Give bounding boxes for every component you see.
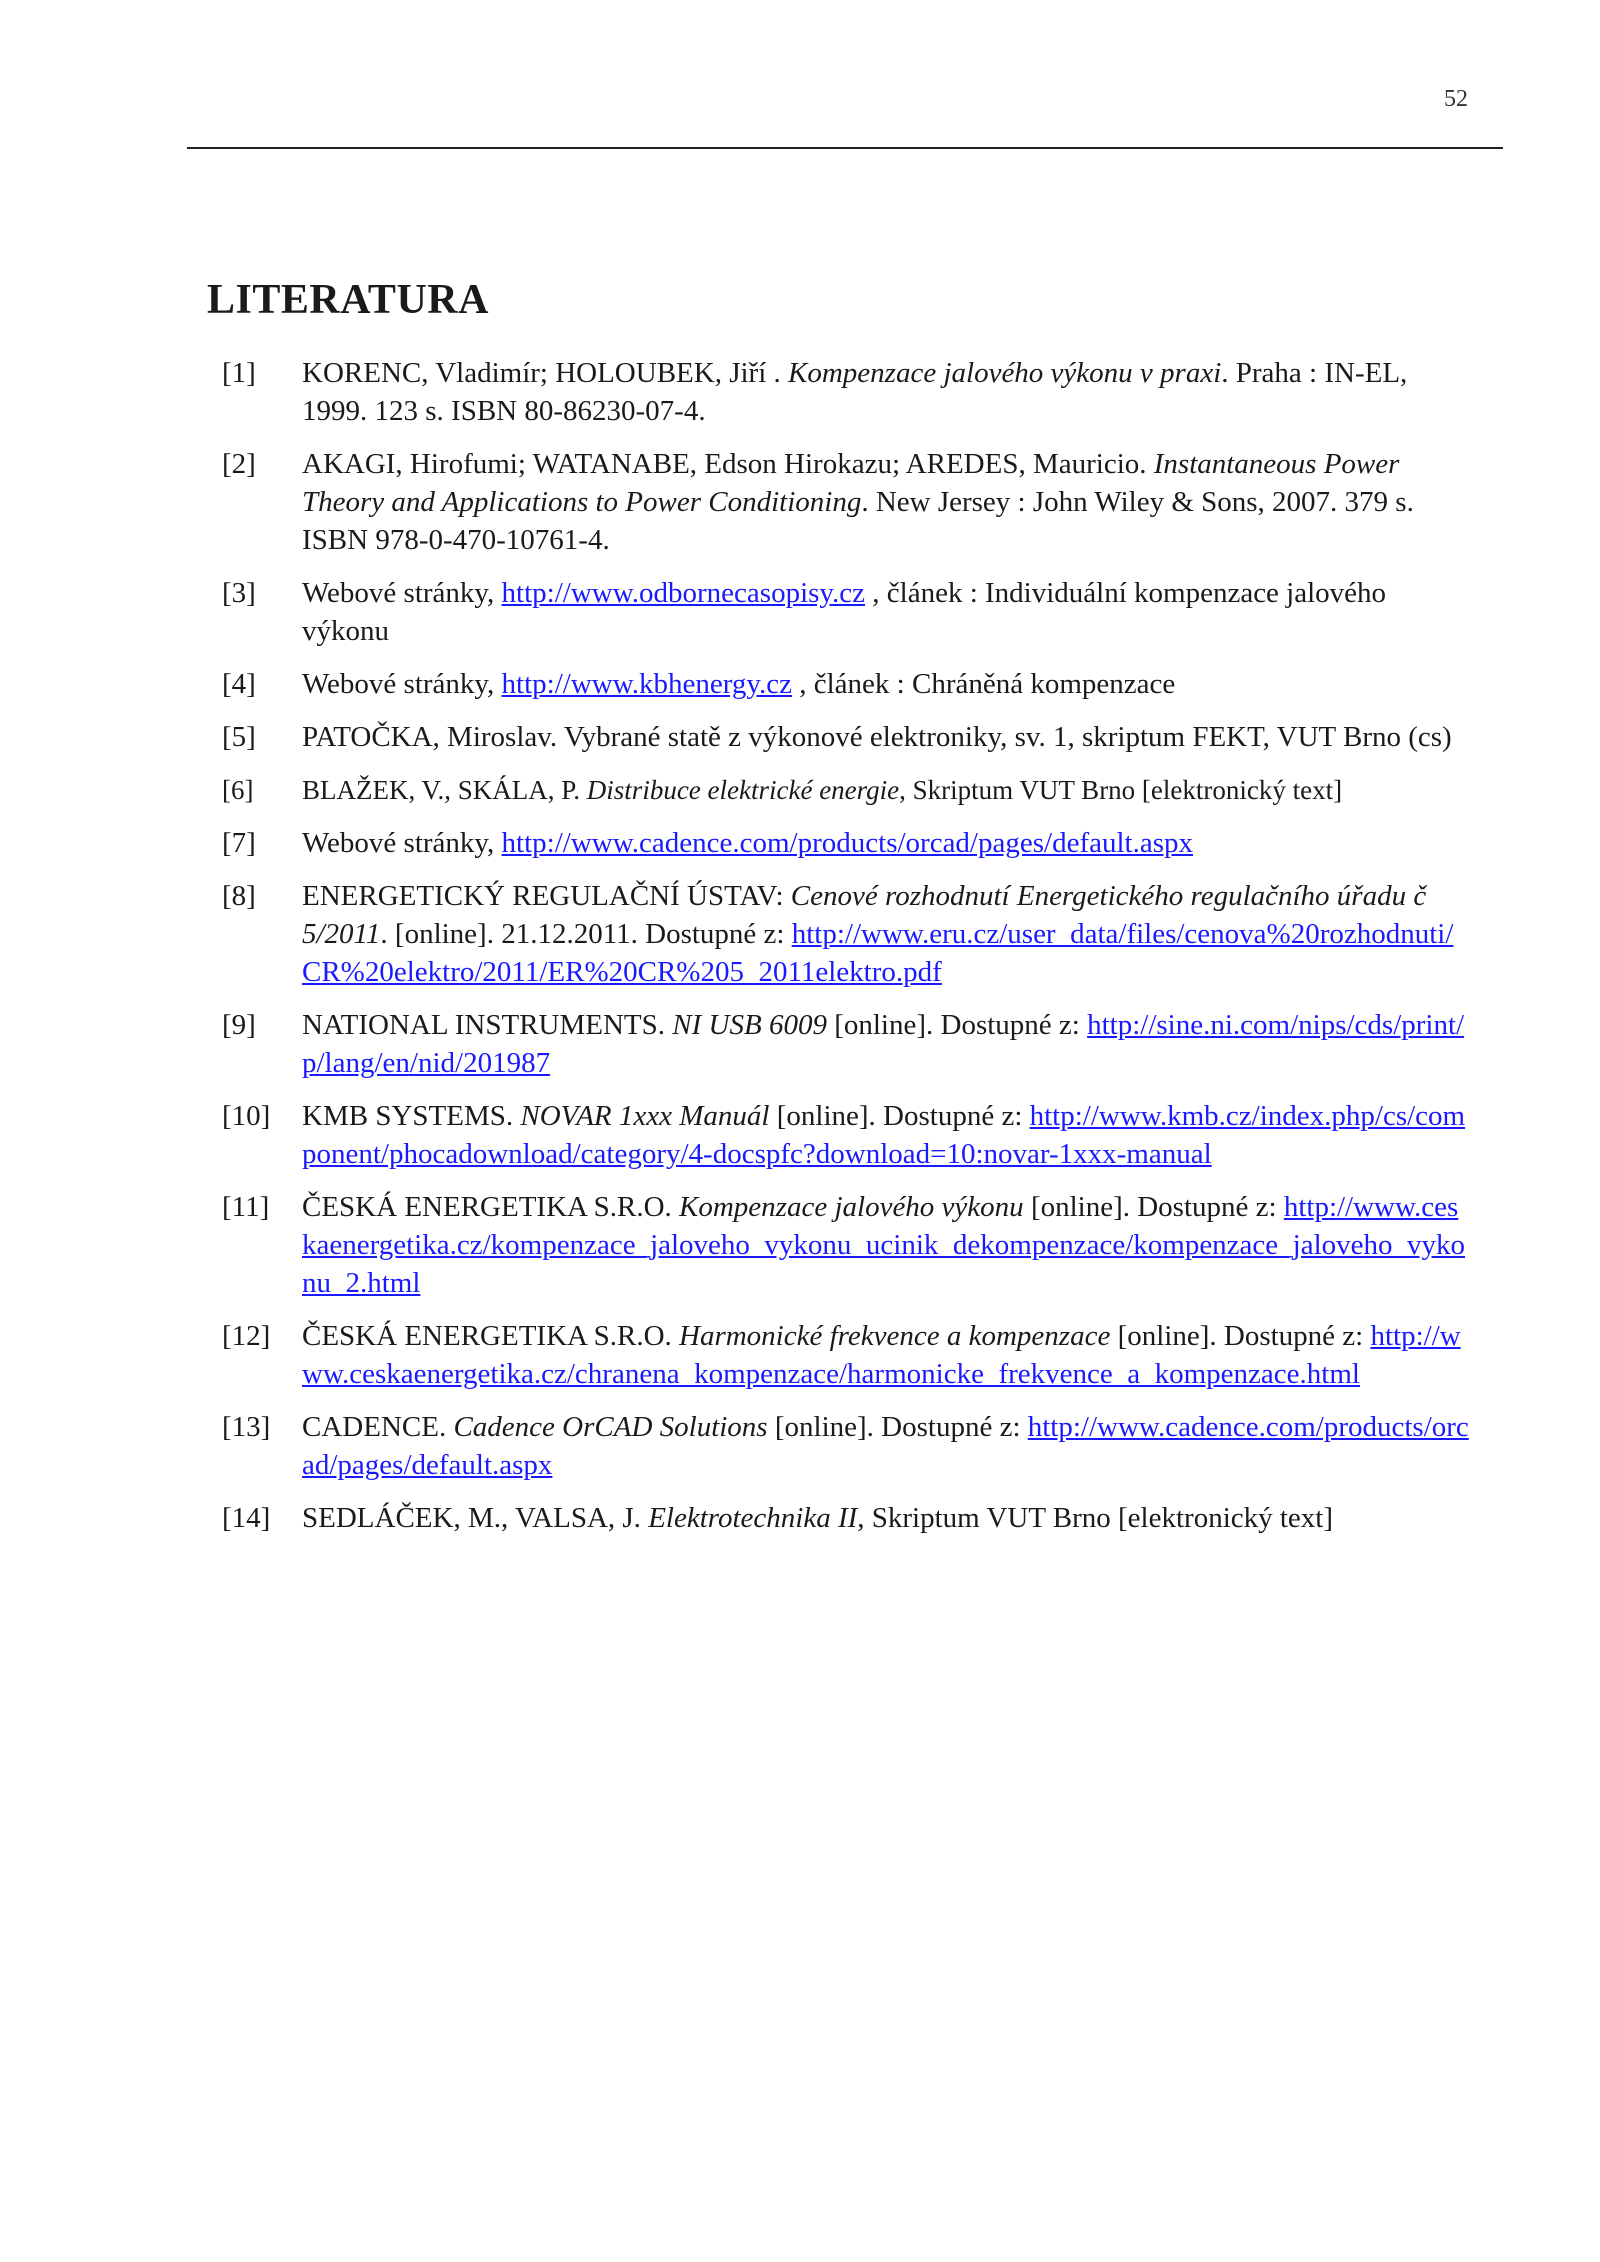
reference-number: [6] xyxy=(222,775,254,805)
reference-link[interactable]: http://www.kbhenergy.cz xyxy=(501,668,792,700)
reference-authors: BLAŽEK, V., SKÁLA, P. xyxy=(302,775,587,805)
reference-text xyxy=(302,1499,1472,1537)
reference-title: NOVAR 1xxx Manuál xyxy=(520,1100,770,1132)
reference-item xyxy=(222,1317,1472,1393)
reference-number: [13] xyxy=(222,1411,271,1443)
reference-title: Instantaneous Power Theory and Applications to Power Conditioning xyxy=(302,448,1400,518)
reference-details: [online]. Dostupné z: xyxy=(769,1100,1030,1132)
reference-title: Harmonické frekvence a kompenzace xyxy=(679,1320,1111,1352)
reference-item xyxy=(222,877,1472,991)
reference-item xyxy=(222,1188,1472,1302)
reference-number: [4] xyxy=(222,668,256,700)
reference-details: [online]. Dostupné z: xyxy=(767,1411,1028,1443)
reference-number: [5] xyxy=(222,721,256,753)
reference-text xyxy=(302,1006,1472,1082)
reference-authors: ČESKÁ ENERGETIKA S.R.O. xyxy=(302,1320,680,1352)
reference-note: , článek : Individuální kompenzace jalového výkonu xyxy=(302,577,1387,647)
reference-item xyxy=(222,665,1472,703)
reference-text xyxy=(302,665,1472,703)
header-divider xyxy=(187,147,1503,149)
reference-link[interactable]: http://www.odbornecasopisy.cz xyxy=(501,577,866,609)
reference-authors: KORENC, Vladimír; HOLOUBEK, Jiří . xyxy=(302,357,789,389)
reference-item xyxy=(222,771,1472,809)
reference-authors: Webové stránky, xyxy=(302,827,502,859)
reference-item xyxy=(222,1408,1472,1484)
reference-details: [online]. Dostupné z: xyxy=(1110,1320,1371,1352)
reference-list xyxy=(222,354,1472,1552)
reference-number: [1] xyxy=(222,357,256,389)
reference-text xyxy=(302,445,1472,559)
reference-text xyxy=(302,1317,1472,1393)
reference-details: [online]. Dostupné z: xyxy=(826,1009,1088,1041)
reference-authors: Webové stránky, xyxy=(302,668,502,700)
reference-authors: ČESKÁ ENERGETIKA S.R.O. xyxy=(302,1191,680,1223)
reference-link[interactable]: http://www.eru.cz/user_data/files/cenova%20rozhodnuti/CR%20elektro/2011/ER%20CR%205_2011elektro.pdf xyxy=(302,918,1454,988)
reference-item xyxy=(222,1006,1472,1082)
reference-authors: SEDLÁČEK, M., VALSA, J. xyxy=(302,1502,649,1534)
reference-number: [10] xyxy=(222,1100,271,1132)
reference-text xyxy=(302,1188,1472,1302)
reference-text xyxy=(302,1408,1472,1484)
reference-item xyxy=(222,1097,1472,1173)
reference-link[interactable]: http://www.ceskaenergetika.cz/chranena_kompenzace/harmonicke_frekvence_a_kompenzace.html xyxy=(302,1320,1461,1390)
reference-number: [7] xyxy=(222,827,256,859)
reference-title: Cenové rozhodnutí Energetického regulačního úřadu č 5/2011 xyxy=(302,880,1427,950)
section-heading: LITERATURA xyxy=(207,277,489,323)
reference-number: [11] xyxy=(222,1191,270,1223)
reference-number: [9] xyxy=(222,1009,256,1041)
reference-authors: Webové stránky, xyxy=(302,577,502,609)
reference-item xyxy=(222,718,1472,756)
reference-text xyxy=(302,354,1472,430)
reference-title: Kompenzace jalového výkonu xyxy=(679,1191,1024,1223)
reference-link[interactable]: http://www.cadence.com/products/orcad/pages/default.aspx xyxy=(302,1411,1469,1481)
reference-link[interactable]: http://sine.ni.com/nips/cds/print/p/lang/en/nid/201987 xyxy=(302,1009,1465,1079)
reference-authors: ENERGETICKÝ REGULAČNÍ ÚSTAV: xyxy=(302,880,791,912)
reference-authors: PATOČKA, Miroslav. Vybrané statě z výkonové elektroniky, sv. 1, skriptum FEKT, VUT Brno (cs) xyxy=(302,721,1452,753)
reference-text xyxy=(302,1097,1472,1173)
reference-text xyxy=(302,824,1472,862)
reference-text xyxy=(302,574,1472,650)
reference-item xyxy=(222,824,1472,862)
reference-title: Cadence OrCAD Solutions xyxy=(453,1411,768,1443)
reference-text xyxy=(302,718,1472,756)
reference-link[interactable]: http://www.kmb.cz/index.php/cs/component/phocadownload/category/4-docspfc?download=10:novar-1xxx-manual xyxy=(302,1100,1466,1170)
reference-title: Distribuce elektrické energie xyxy=(586,775,900,805)
reference-details: . Praha : IN-EL, 1999. 123 s. ISBN 80-86230-07-4. xyxy=(302,357,1408,427)
reference-details: , Skriptum VUT Brno [elektronický text] xyxy=(899,775,1343,805)
reference-details: , Skriptum VUT Brno [elektronický text] xyxy=(857,1502,1334,1534)
reference-text xyxy=(302,771,1472,809)
reference-note: , článek : Chráněná kompenzace xyxy=(792,668,1176,700)
reference-item xyxy=(222,445,1472,559)
reference-details: . [online]. 21.12.2011. Dostupné z: xyxy=(380,918,792,950)
reference-number: [2] xyxy=(222,448,256,480)
reference-number: [8] xyxy=(222,880,256,912)
reference-item xyxy=(222,1499,1472,1537)
reference-item xyxy=(222,354,1472,430)
reference-authors: KMB SYSTEMS. xyxy=(302,1100,521,1132)
page-number: 52 xyxy=(1444,86,1468,112)
reference-text xyxy=(302,877,1472,991)
reference-authors: AKAGI, Hirofumi; WATANABE, Edson Hirokazu; AREDES, Mauricio. xyxy=(302,448,1154,480)
reference-title: NI USB 6009 xyxy=(672,1009,827,1041)
reference-link[interactable]: http://www.ceskaenergetika.cz/kompenzace_jaloveho_vykonu_ucinik_dekompenzace/kompenzace_jaloveho_vykonu_2.html xyxy=(302,1191,1466,1299)
reference-title: Kompenzace jalového výkonu v praxi xyxy=(788,357,1222,389)
reference-link[interactable]: http://www.cadence.com/products/orcad/pages/default.aspx xyxy=(501,827,1193,859)
reference-authors: CADENCE. xyxy=(302,1411,454,1443)
reference-number: [12] xyxy=(222,1320,271,1352)
reference-number: [3] xyxy=(222,577,256,609)
reference-details: [online]. Dostupné z: xyxy=(1023,1191,1284,1223)
reference-item xyxy=(222,574,1472,650)
reference-details: . New Jersey : John Wiley & Sons, 2007. 379 s. ISBN 978-0-470-10761-4. xyxy=(302,486,1414,556)
reference-title: Elektrotechnika II xyxy=(648,1502,858,1534)
reference-authors: NATIONAL INSTRUMENTS. xyxy=(302,1009,673,1041)
reference-number: [14] xyxy=(222,1502,271,1534)
